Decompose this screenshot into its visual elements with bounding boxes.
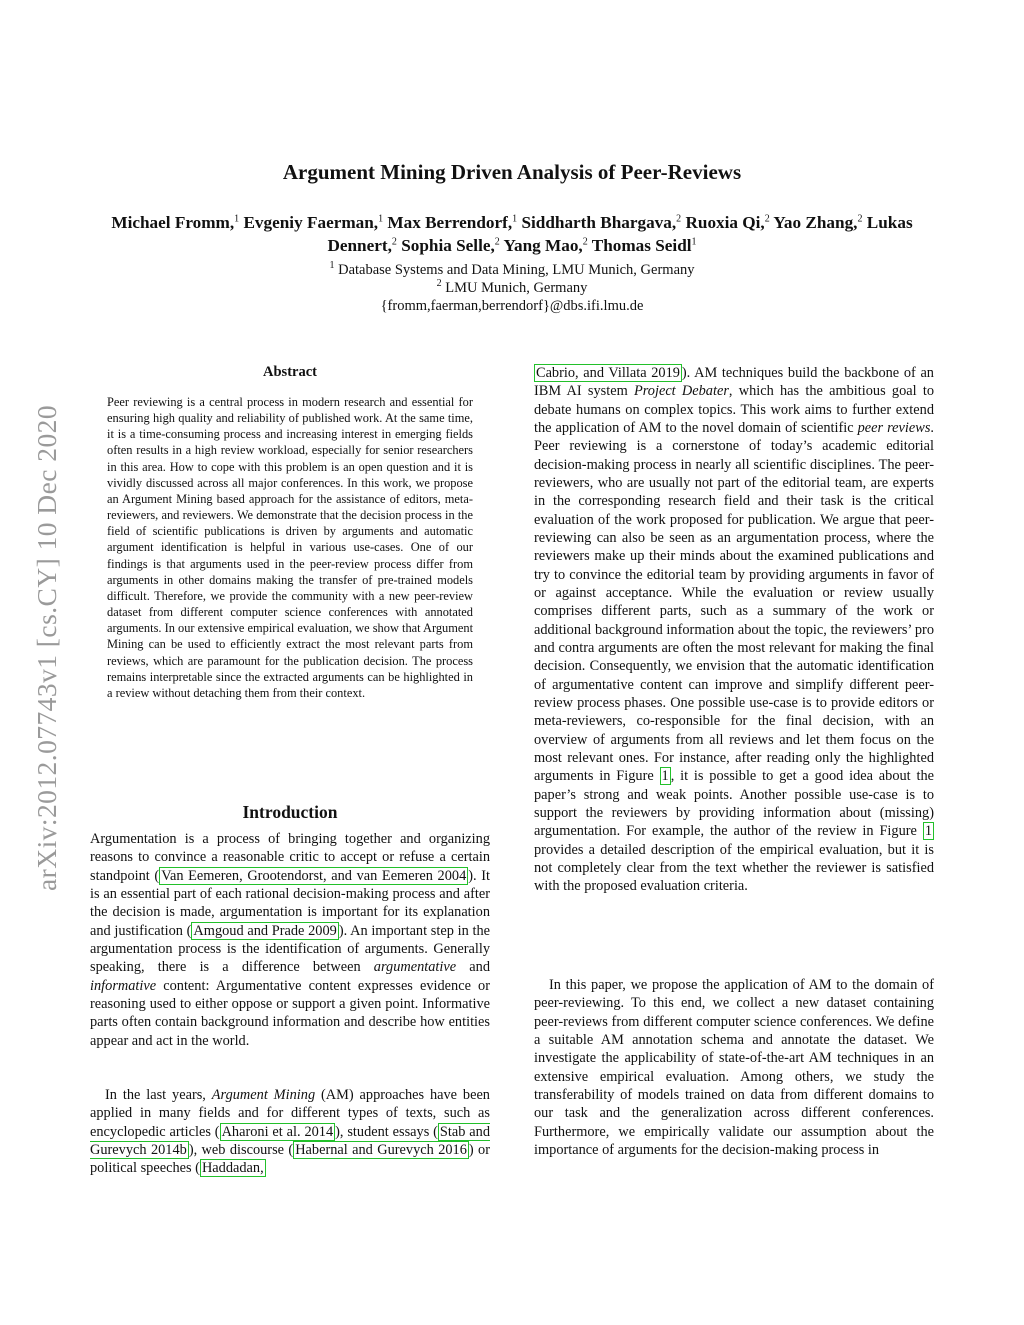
author-name: Siddharth Bhargava, <box>521 213 677 232</box>
introduction-paragraph-2 <box>90 1086 490 1178</box>
citation-link[interactable] <box>293 1141 469 1159</box>
affiliation-2 <box>0 279 1024 297</box>
affiliation-text: LMU Munich, Germany <box>441 280 588 296</box>
affiliation-marker: 1 <box>234 213 240 225</box>
author-name: Yao Zhang, <box>773 213 858 232</box>
contact-email: {fromm,faerman,berrendorf}@dbs.ifi.lmu.de <box>380 298 644 314</box>
emphasis-text: argumentative <box>373 959 457 976</box>
affiliation-1 <box>0 261 1024 279</box>
citation-link[interactable] <box>191 922 338 940</box>
author-name: Thomas Seidl <box>591 236 692 255</box>
author-list <box>100 211 924 257</box>
introduction-paragraph-1 <box>90 830 490 1050</box>
figure-reference-link[interactable]: 1 <box>924 823 932 840</box>
body-text: . Peer reviewing is a cornerstone of today’s academic editorial decision-making process in nearly all scientific disciplines. The peer-reviewers, who are usually not part of the editorial team, are experts in the corresponding research field and their task is the critical evaluation of the work proposed for publication. We argue that peer-reviewing can also be seen as an argumentation process, where the reviewers make up their minds about the examined publications and try to convince the editorial team by providing arguments in favor of or against acceptance. While the evaluation or review usually comprises different parts, such as a summary of the work or additional background information about the topic, the reviewers’ pro and contra arguments are often the most relevant for making the final decision. Consequently, we envision that the automatic identification of argumentative content can improve and simplify different peer-review process phases. One possible use-case is to provide editors or meta-reviewers, co-responsible for the final decision, with an overview of arguments from all reviews and let them focus on the most relevant ones. For instance, after reading only the highlighted arguments in Figure <box>534 419 934 785</box>
body-text: (AM) approaches have been applied in many fields and for different types of texts, such as encyclopedic articles ( <box>90 1087 490 1140</box>
citation-year: 2014 <box>304 1123 334 1140</box>
abstract-text: Peer reviewing is a central process in modern research and essential for ensuring high quality and reliability of published work. At the same time, it is a time-consuming process and increasing interest in emerging fields often results in a high review workload, especially for senior researchers in this area. How to cope with this problem is an open question and it is vividly discussed across all major conferences. In this work, we propose an Argument Mining based approach for the assistance of editors, meta-reviewers, and reviewers. We demonstrate that the decision process in the field of scientific publications is driven by arguments and automatic argument identification is helpful in various use-cases. One of our findings is that arguments used in the peer-review process differ from arguments in other domains making the transfer of pre-trained models difficult. Therefore, we provide the community with a new peer-review dataset from different computer science conferences with annotated arguments. In our extensive empirical evaluation, we show that Argument Mining can be used to efficiently extract the most relevant parts from reviews, which are paramount for the publication decision. The process remains interpretable since the extracted arguments can be highlighted in a review without detaching them from their context. <box>107 395 474 700</box>
body-text: and <box>456 959 490 976</box>
emphasis-text: Project Debater <box>633 383 729 400</box>
citation-link[interactable]: Haddadan, <box>201 1160 264 1177</box>
author-name: Ruoxia Qi, <box>685 213 765 232</box>
affiliation-marker: 2 <box>494 236 500 248</box>
author-name: Max Berrendorf, <box>387 213 513 232</box>
arxiv-identifier-stamp: arXiv:2012.07743v1 [cs.CY] 10 Dec 2020 <box>31 404 62 891</box>
affiliation-marker: 2 <box>391 236 397 248</box>
body-text: ), web discourse ( <box>188 1141 294 1158</box>
author-name: Sophia Selle, <box>401 236 495 255</box>
right-column-paragraph-1 <box>534 364 934 896</box>
emphasis-text: peer reviews <box>857 419 931 436</box>
affiliation-marker: 2 <box>676 213 682 225</box>
body-text: ). It is an essential part of each rational decision-making process and after the decision is made, argumentation is important for its explanation and justification ( <box>90 867 490 939</box>
emphasis-text: Argument Mining <box>211 1087 316 1103</box>
citation-year: 2014b <box>150 1141 187 1158</box>
body-text: ), student essays ( <box>335 1123 438 1140</box>
citation-authors: Van Eemeren, Grootendorst, and van Eemeren <box>161 867 433 884</box>
introduction-heading: Introduction <box>242 802 338 822</box>
citation-year: 2004 <box>437 867 467 884</box>
citation-authors: Aharoni et al. <box>221 1123 301 1140</box>
affiliation-text: Database Systems and Data Mining, LMU Munich, Germany <box>334 262 695 278</box>
body-text: , which has the ambitious goal to debate humans on complex topics. This work aims to further extend the application of AM to the novel domain of scientific <box>534 383 934 436</box>
body-text: ). AM techniques build the backbone of an IBM AI system <box>534 365 934 400</box>
citation-link[interactable] <box>220 1123 336 1141</box>
citation-year: 2009 <box>308 922 337 939</box>
body-text: ) or political speeches ( <box>90 1141 490 1177</box>
right-column-paragraph-2: In this paper, we propose the application of AM to the domain of peer-reviewing. To this end, we collect a new dataset containing peer-reviews from different computer science conferences. We define a suitable AM annotation schema and annotate the dataset. We investigate the applicability of state-of-the-art AM techniques in an extensive empirical evaluation. Among others, we study the transferability of models trained on data from different domains to our task and the generalization across different conferences. Furthermore, we empirically validate our assumption about the importance of arguments for the decision-making process in <box>534 977 934 1158</box>
body-text: content: Argumentative content expresses evidence or reasoning used to either oppose or support a given point. Informative parts often contain background information and describe how entities appear and act in the world. <box>90 977 490 1049</box>
citation-authors: Amgoud and Prade <box>193 922 305 939</box>
citation-year: 2019 <box>651 365 680 381</box>
author-name: Yang Mao, <box>503 236 583 255</box>
affiliation-marker: 2 <box>436 278 442 290</box>
affiliation-marker: 2 <box>764 213 770 225</box>
affiliation-marker: 1 <box>378 213 384 225</box>
citation-link[interactable] <box>534 364 682 382</box>
affiliation-marker: 1 <box>329 260 335 272</box>
author-name: Evgeniy Faerman, <box>243 213 379 232</box>
abstract-heading: Abstract <box>263 364 317 380</box>
author-name: Michael Fromm, <box>111 213 235 232</box>
citation-year: 2016 <box>438 1141 467 1158</box>
affiliation-marker: 2 <box>857 213 863 225</box>
affiliation-marker: 2 <box>582 236 588 248</box>
body-text: provides a detailed description of the empirical evaluation, but it is not completely clear from the text whether the reviewer is satisfied with the proposed evaluation criteria. <box>534 841 934 895</box>
citation-link[interactable] <box>159 867 468 885</box>
body-text: Argumentation is a process of bringing together and organizing reasons to convince a reasonable critic to accept or refuse a certain standpoint ( <box>90 831 490 884</box>
body-text: In the last years, <box>105 1087 212 1103</box>
affiliation-marker: 1 <box>512 213 518 225</box>
author-name: Lukas Dennert, <box>327 213 913 255</box>
figure-reference-link[interactable]: 1 <box>661 768 669 785</box>
citation-authors: Stab and Gurevych <box>90 1123 490 1158</box>
citation-authors: Habernal and Gurevych <box>295 1141 434 1158</box>
body-text: ). An important step in the argumentation process is the identification of arguments. Generally speaking, there is a difference between <box>90 922 490 976</box>
paper-title: Argument Mining Driven Analysis of Peer-Reviews <box>282 160 742 184</box>
body-text: , it is possible to get a good idea about the paper’s strong and weak points. Another possible use-case is to support the reviewers by providing information about (missing) argumentation. For example, the author of the review in Figure <box>534 768 935 840</box>
affiliation-marker: 1 <box>691 236 697 248</box>
citation-authors: Cabrio, and Villata <box>536 365 647 381</box>
emphasis-text: informative <box>90 977 157 994</box>
